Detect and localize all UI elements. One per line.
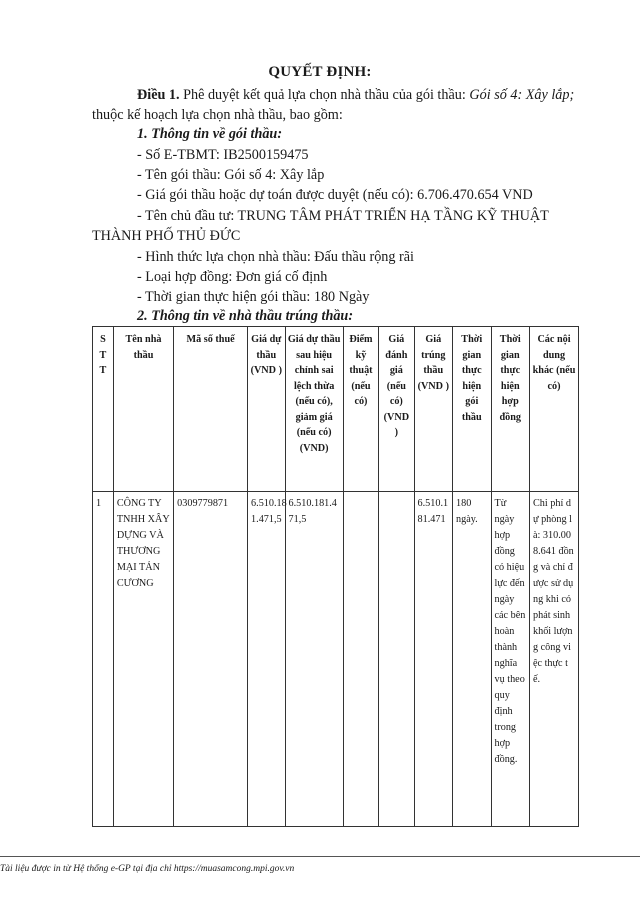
header-tech-score: Điểm kỹ thuật (nếu có) (343, 327, 378, 492)
cell-other: Chi phí dự phòng là: 310.008.641 đồng và chỉ được sử dụng khi có phát sinh khối lượng công việc thực tế. (530, 492, 579, 827)
investor-line: - Tên chủ đầu tư: TRUNG TÂM PHÁT TRIỂN HẠ TẦNG KỸ THUẬT (137, 208, 549, 224)
table-header-row (93, 327, 579, 492)
article-text-before: Phê duyệt kết quả lựa chọn nhà thầu của gói thầu: (179, 87, 470, 103)
contract-type-line: - Loại hợp đồng: Đơn giá cố định (137, 269, 328, 285)
cell-stt: 1 (93, 492, 114, 827)
package-name-italic: Gói số 4: Xây lắp; (469, 87, 575, 103)
etbmt-line: - Số E-TBMT: IB2500159475 (137, 147, 309, 163)
footer-divider (0, 856, 640, 857)
cell-winning-price: 6.510.181.471 (414, 492, 453, 827)
section-2-heading: 2. Thông tin về nhà thầu trúng thầu: (137, 308, 354, 324)
section-1-heading: 1. Thông tin về gói thầu: (137, 126, 283, 142)
header-contract-time: Thời gian thực hiện hợp đồng (491, 327, 530, 492)
duration-line: - Thời gian thực hiện gói thầu: 180 Ngày (137, 289, 370, 305)
header-adjusted-price: Giá dự thầu sau hiệu chỉnh sai lệch thừa (nếu có), giảm giá (nếu có) (VND) (285, 327, 343, 492)
header-tax-code: Mã số thuế (174, 327, 248, 492)
article-text-after: thuộc kế hoạch lựa chọn nhà thầu, bao gồm: (92, 106, 343, 123)
cell-contractor-name: CÔNG TY TNHH XÂY DỰNG VÀ THƯƠNG MẠI TẢN CƯƠNG (113, 492, 173, 827)
table-row (93, 492, 579, 827)
cell-tech-score (343, 492, 378, 827)
cell-tax-code: 0309779871 (174, 492, 248, 827)
cell-adjusted-price: 6.510.181.471,5 (285, 492, 343, 827)
investor-line-continued: THÀNH PHỐ THỦ ĐỨC (92, 228, 241, 244)
article-label: Điều 1. (137, 87, 180, 103)
selection-method-line: - Hình thức lựa chọn nhà thầu: Đấu thầu rộng rãi (137, 249, 414, 265)
header-eval-price: Giá đánh giá (nếu có) (VND ) (379, 327, 414, 492)
footer-source-note: Tài liệu được in từ Hệ thống e-GP tại địa chỉ https://muasamcong.mpi.gov.vn (0, 864, 295, 874)
header-stt: S T T (93, 327, 114, 492)
article-1-paragraph (92, 86, 592, 125)
cell-package-time: 180 ngày. (453, 492, 492, 827)
header-package-time: Thời gian thực hiện gói thầu (453, 327, 492, 492)
header-contractor-name: Tên nhà thầu (113, 327, 173, 492)
cell-contract-time: Từ ngày hợp đồng có hiệu lực đến ngày các bên hoàn thành nghĩa vụ theo quy định trong hợp đồng. (491, 492, 530, 827)
package-name-line: - Tên gói thầu: Gói số 4: Xây lắp (137, 167, 325, 183)
winning-bidder-table (92, 326, 579, 827)
cell-bid-price: 6.510.181.471,5 (248, 492, 285, 827)
header-other: Các nội dung khác (nếu có) (530, 327, 579, 492)
package-price-line: - Giá gói thầu hoặc dự toán được duyệt (nếu có): 6.706.470.654 VND (137, 187, 533, 203)
header-winning-price: Giá trúng thầu (VND ) (414, 327, 453, 492)
header-bid-price: Giá dự thầu (VND ) (248, 327, 285, 492)
cell-eval-price (379, 492, 414, 827)
decision-title: QUYẾT ĐỊNH: (268, 64, 372, 80)
